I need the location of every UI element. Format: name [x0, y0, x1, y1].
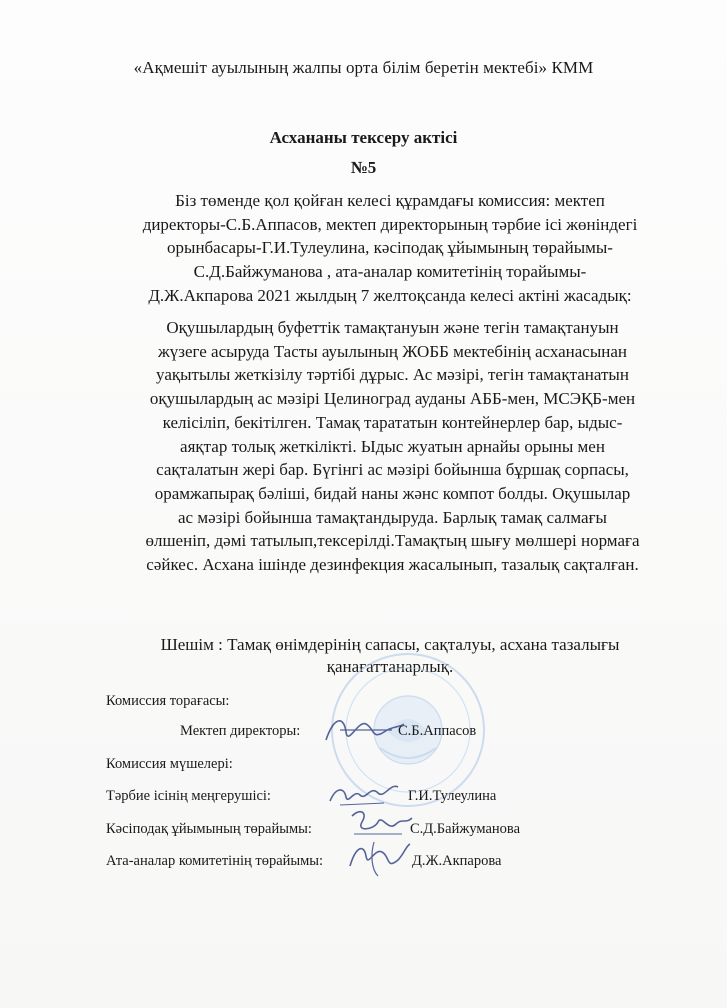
member-role-upbringing: Тәрбие ісінің меңгерушісі:	[106, 788, 271, 804]
intro-line: Д.Ж.Акпарова 2021 жылдың 7 желтоқсанда келесі актіні жасадық:	[148, 285, 632, 305]
intro-line: директоры-С.Б.Аппасов, мектеп директорының тәрбие ісі жөніндегі	[142, 214, 638, 234]
decision-line: қанағаттанарлық.	[326, 657, 454, 676]
body-line: жүзеге асыруда Тасты ауылының ЖОББ мектебінің асханасынан	[158, 341, 627, 361]
organization-header: «Ақмешіт ауылының жалпы орта білім беретін мектебі» КММ	[133, 58, 594, 77]
director-signature-icon	[322, 710, 408, 750]
member1-name: Г.И.Тулеулина	[408, 788, 497, 804]
member3-name: Д.Ж.Акпарова	[412, 853, 502, 869]
intro-line: С.Д.Байжуманова , ата-аналар комитетінің торайымы-	[193, 262, 587, 282]
director-role: Мектеп директоры:	[180, 723, 301, 739]
body-line: Оқушылардың буфеттік тамақтануын және тегін тамақтануын	[166, 318, 619, 337]
body-line: оқушылардың ас мәзірі Целиноград ауданы АББ-мен, МСЭҚБ-мен	[149, 389, 636, 409]
body-line: сәйкес. Асхана ішінде дезинфекция жасалынып, тазалық сақталған.	[146, 555, 639, 575]
body-line: аяқтар толық жеткілікті. Ыдыс жуатын арнайы орыны мен	[180, 436, 605, 456]
member2-name: С.Д.Байжуманова	[410, 821, 521, 837]
body-line: ас мәзірі бойынша тамақтандыруда. Барлық тамақ салмағы	[178, 507, 607, 527]
document-title: Асхананы тексеру актісі	[269, 128, 458, 147]
body-line: уақытылы жеткізілу тәртібі дұрыс. Ас мәзірі, тегін тамақтанатын	[156, 365, 629, 385]
member-role-parents-committee: Ата-аналар комитетінің төрайымы:	[106, 853, 324, 869]
intro-paragraph	[100, 189, 680, 308]
body-line: өлшеніп, дәмі татылып,тексерілді.Тамақтың шығу мөлшері нормаға	[145, 531, 640, 551]
inspection-body-paragraph	[101, 316, 684, 577]
member-role-trade-union: Кәсіподақ ұйымының төрайымы:	[106, 821, 312, 837]
body-line: сақталатын жері бар. Бүгінгі ас мәзірі бойынша бұршақ сорпасы,	[156, 460, 629, 480]
body-line: келісіліп, бекітілген. Тамақ тарататын контейнерлер бар, ыдыс-	[162, 412, 623, 432]
commission-members-heading: Комиссия мүшелері:	[106, 756, 233, 772]
director-name: С.Б.Аппасов	[398, 723, 477, 739]
document-number: №5	[350, 158, 377, 177]
body-line: орамжапырақ бәліші, бидай наны жәнс компот болды. Оқушылар	[154, 483, 631, 503]
decision-line: Шешім : Тамақ өнімдерінің сапасы, сақталуы, асхана тазалығы	[160, 635, 620, 654]
commission-chair-heading: Комиссия торағасы:	[106, 693, 230, 709]
intro-line: орынбасары-Г.И.Тулеулина, кәсіподақ ұйымының төрайымы-	[167, 238, 613, 258]
intro-line: Біз төменде қол қойған келесі құрамдағы комиссия: мектеп	[175, 191, 605, 210]
member3-signature-icon	[344, 836, 414, 880]
